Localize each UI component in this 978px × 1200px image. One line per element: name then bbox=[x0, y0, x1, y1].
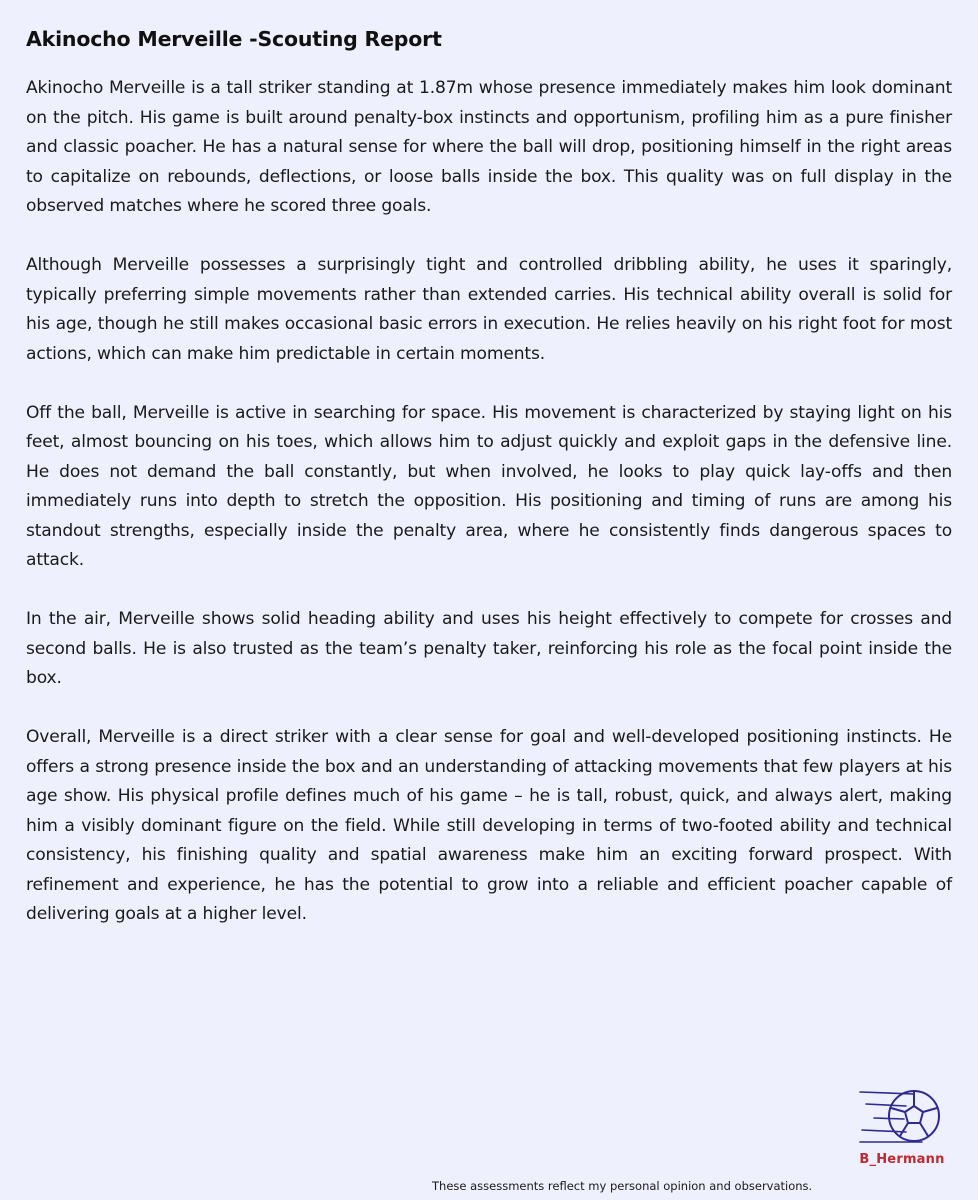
report-paragraph-4: In the air, Merveille shows solid heading ability and uses his height effectively to compete for crosses and second balls. He is also trusted as the team’s penalty taker, reinforcing his role as the focal point inside the box. bbox=[26, 609, 952, 688]
report-title: Akinocho Merveille -Scouting Report bbox=[26, 27, 442, 51]
soccer-ball-icon bbox=[856, 1086, 948, 1148]
report-paragraph-3: Off the ball, Merveille is active in searching for space. His movement is characterized by staying light on his feet, almost bouncing on his toes, which allows him to adjust quickly and exploit gaps in the defensive line. He does not demand the ball constantly, but when involved, he looks to play quick lay-offs and then immediately runs into depth to stretch the opposition. His positioning and timing of runs are among his standout strengths, especially inside the penalty area, where he consistently finds dangerous spaces to attack. bbox=[26, 402, 952, 570]
brand-logo bbox=[852, 1086, 952, 1176]
scouting-report bbox=[26, 22, 952, 959]
footer-disclaimer: These assessments reflect my personal opinion and observations. bbox=[432, 1179, 813, 1193]
report-paragraph-5: Overall, Merveille is a direct striker with a clear sense for goal and well-developed positioning instincts. He offers a strong presence inside the box and an understanding of attacking movements that few players at his age show. His physical profile defines much of his game – he is tall, robust, quick, and always alert, making him a visibly dominant figure on the field. While still developing in terms of two-footed ability and technical consistency, his finishing quality and spatial awareness make him an exciting forward prospect. With refinement and experience, he has the potential to grow into a reliable and efficient poacher capable of delivering goals at a higher level. bbox=[26, 727, 952, 924]
report-paragraph-2: Although Merveille possesses a surprisingly tight and controlled dribbling ability, he uses it sparingly, typically preferring simple movements rather than extended carries. His technical ability overall is solid for his age, though he still makes occasional basic errors in execution. He relies heavily on his right foot for most actions, which can make him predictable in certain moments. bbox=[26, 255, 952, 364]
report-paragraph-1: Akinocho Merveille is a tall striker standing at 1.87m whose presence immediately makes him look dominant on the pitch. His game is built around penalty-box instincts and opportunism, profiling him as a pure finisher and classic poacher. He has a natural sense for where the ball will drop, positioning himself in the right areas to capitalize on rebounds, deflections, or loose balls inside the box. This quality was on full display in the observed matches where he scored three goals. bbox=[26, 78, 952, 216]
brand-label: B_Hermann bbox=[859, 1152, 945, 1167]
